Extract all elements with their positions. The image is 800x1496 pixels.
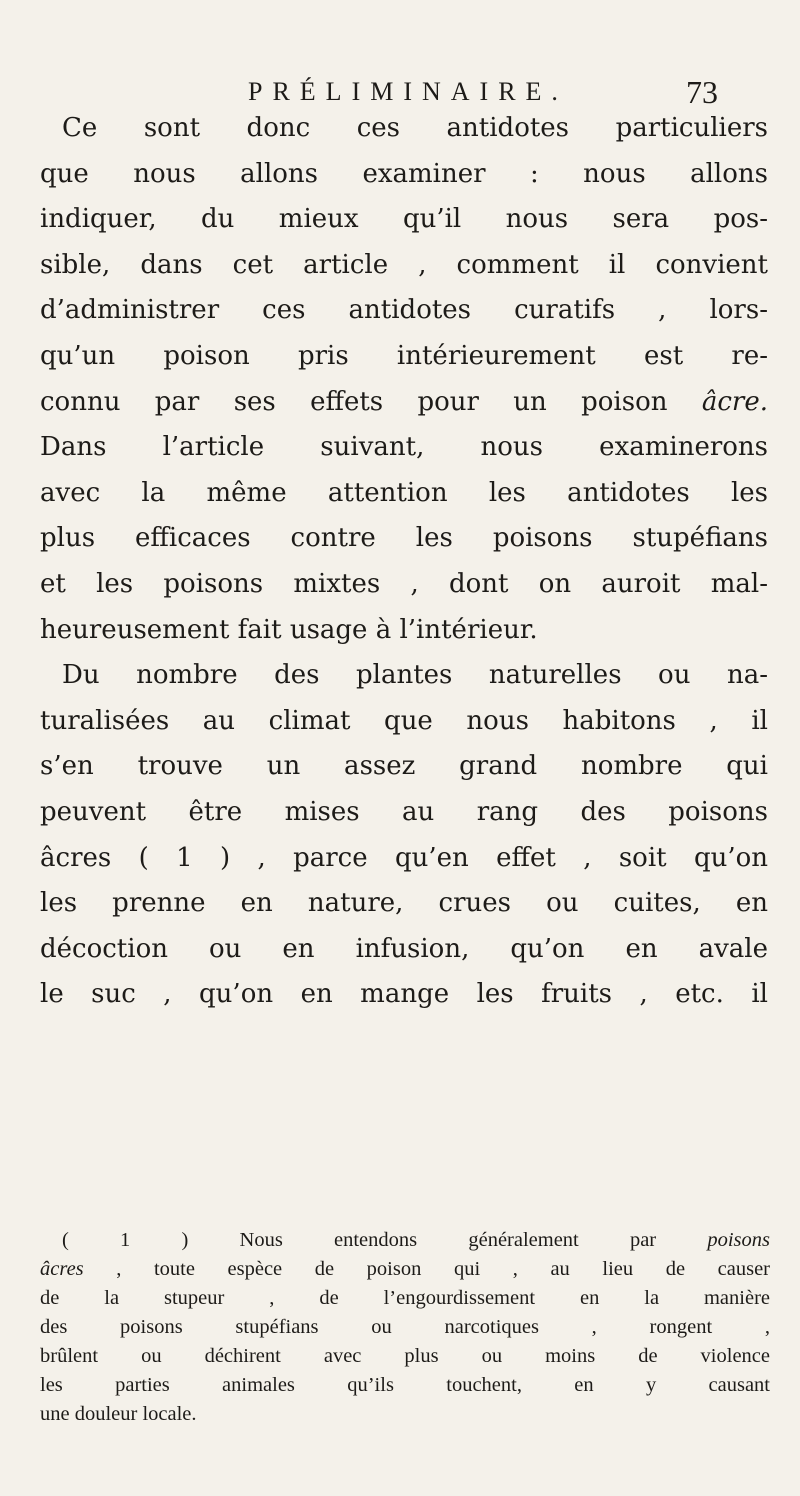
text-line: sible, dans cet article , comment il convient — [40, 249, 768, 280]
text-line-start: connu par ses effets pour un poison — [40, 386, 702, 417]
italic-term: poisons — [707, 1229, 770, 1251]
text-line: Dans l’article suivant, nous examinerons — [40, 432, 768, 463]
text-line: heureusement fait usage à l’intérieur. — [40, 614, 538, 645]
text-line: indiquer, du mieux qu’il nous sera pos- — [40, 204, 768, 235]
running-head-title: PRÉLIMINAIRE. — [248, 77, 568, 106]
footnote-line: des poisons stupéfians ou narcotiques , rongent , — [40, 1316, 770, 1338]
footnote-line: brûlent ou déchirent avec plus ou moins de violence — [40, 1345, 770, 1367]
text-line: d’administrer ces antidotes curatifs , lors- — [40, 295, 768, 326]
footnote-line: une douleur locale. — [40, 1403, 197, 1425]
text-line: les prenne en nature, crues ou cuites, en — [40, 888, 768, 919]
text-line: Ce sont donc ces antidotes particuliers — [62, 113, 768, 143]
body-text — [40, 106, 768, 1018]
footnote-line: de la stupeur , de l’engourdissement en la manière — [40, 1287, 770, 1309]
text-line: plus efficaces contre les poisons stupéfians — [40, 523, 768, 554]
italic-term: âcres — [40, 1258, 84, 1280]
text-line: avec la même attention les antidotes les — [40, 477, 768, 508]
text-line: que nous allons examiner : nous allons — [40, 158, 768, 189]
text-line: Du nombre des plantes naturelles ou na- — [62, 660, 768, 691]
text-line: décoction ou en infusion, qu’on en avale — [40, 933, 768, 964]
text-line: turalisées au climat que nous habitons , il — [40, 705, 768, 736]
italic-term: âcre. — [701, 386, 768, 417]
footnote-line-rest: , toute espèce de poison qui , au lieu de causer — [83, 1258, 770, 1280]
footnote-line — [40, 1226, 770, 1255]
footnote-line — [40, 1255, 770, 1284]
footnote-line: les parties animales qu’ils touchent, en y causant — [40, 1374, 770, 1396]
text-line — [40, 380, 768, 426]
text-line: s’en trouve un assez grand nombre qui — [40, 751, 768, 782]
text-line: le suc , qu’on en mange les fruits , etc. il — [40, 979, 768, 1010]
text-line: et les poisons mixtes , dont on auroit mal- — [40, 568, 768, 599]
text-line: qu’un poison pris intérieurement est re- — [40, 340, 768, 371]
text-line: âcres ( 1 ) , parce qu’en effet , soit qu’on — [40, 842, 768, 873]
page-number: 73 — [686, 74, 718, 110]
footnote-line-start: ( 1 ) Nous entendons généralement par — [62, 1229, 708, 1251]
footnote — [40, 1226, 770, 1429]
text-line: peuvent être mises au rang des poisons — [40, 796, 768, 827]
